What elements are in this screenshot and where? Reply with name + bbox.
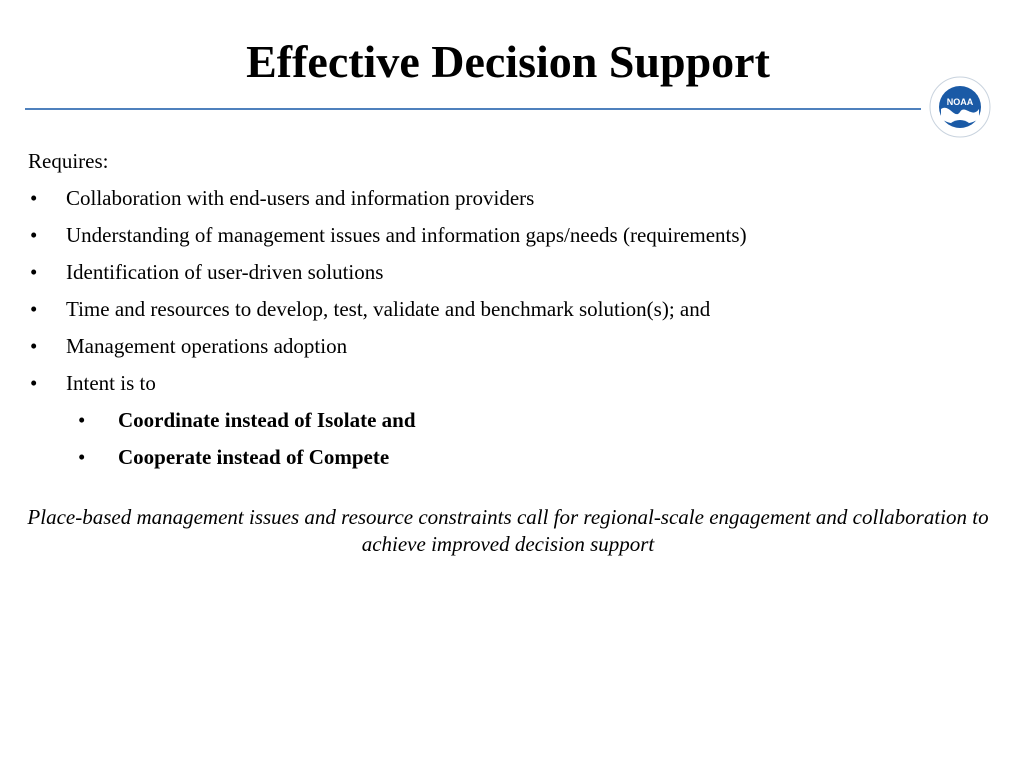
noaa-logo-icon: [929, 76, 991, 138]
bullet-text: Management operations adoption: [66, 334, 348, 358]
sub-list-item: [28, 402, 1008, 439]
bullet-glyph: •: [30, 334, 38, 358]
sub-bullet-text: Coordinate instead of Isolate and: [118, 408, 416, 432]
list-item: [28, 254, 1008, 291]
list-item: [28, 328, 1008, 365]
slide-title: Effective Decision Support: [246, 36, 770, 87]
svg-text:NOAA: NOAA: [946, 97, 974, 107]
intro-label: Requires:: [28, 149, 109, 173]
bullet-text: Time and resources to develop, test, validate and benchmark solution(s); and: [66, 297, 711, 321]
bullet-text: Intent is to: [66, 371, 156, 395]
bullet-list: [28, 180, 1008, 476]
bullet-text: Identification of user-driven solutions: [66, 260, 384, 284]
bullet-glyph: •: [78, 408, 86, 432]
bullet-glyph: •: [30, 297, 38, 321]
list-item: [28, 365, 1008, 402]
bullet-text: Collaboration with end-users and information providers: [66, 186, 535, 210]
bullet-glyph: •: [30, 371, 38, 395]
bullet-glyph: •: [30, 260, 38, 284]
slide-body: [28, 143, 1008, 476]
bullet-glyph: •: [30, 223, 38, 247]
list-item: [28, 217, 1008, 254]
bullet-text: Understanding of management issues and information gaps/needs (requirements): [66, 223, 747, 247]
closing-note: Place-based management issues and resource constraints call for regional-scale engagement and collaboration to achieve improved decision support: [27, 505, 989, 556]
sub-list-item: [28, 439, 1008, 476]
sub-bullet-text: Cooperate instead of Compete: [118, 445, 390, 469]
list-item: [28, 180, 1008, 217]
list-item: [28, 291, 1008, 328]
title-divider: [25, 108, 921, 110]
bullet-glyph: •: [30, 186, 38, 210]
bullet-glyph: •: [78, 445, 86, 469]
